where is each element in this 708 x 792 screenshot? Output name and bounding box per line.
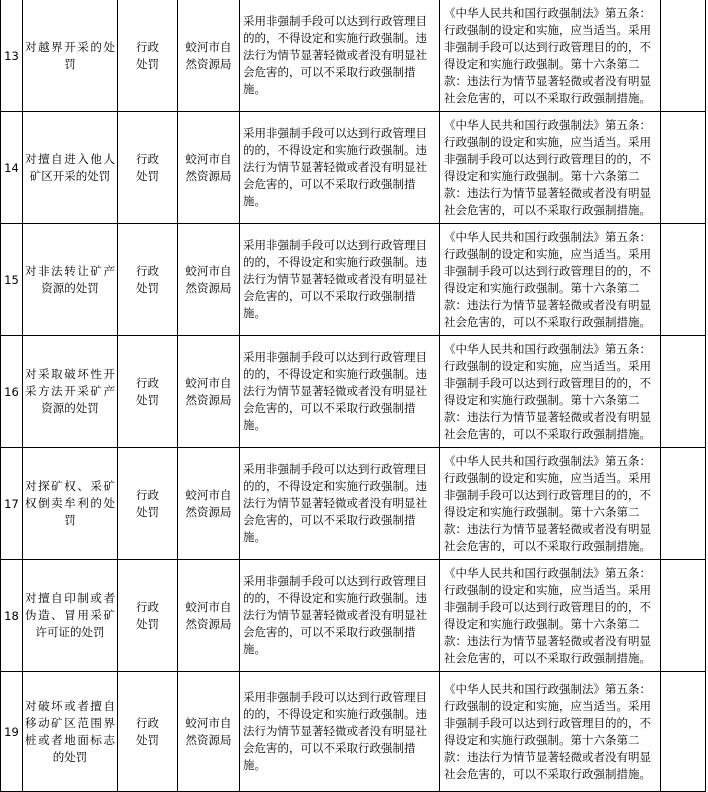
item-name: 对破坏或者擅自移动矿区范围界桩或者地面标志的处罚 [23,672,118,792]
item-type [118,448,178,560]
item-org: 蛟河市自然资源局 [178,0,240,112]
item-basis: 《中华人民共和国行政强制法》第五条：行政强制的设定和实施，应当适当。采用非强制手段可以达到行政管理目的的，不得设定和实施行政强制。第十六条第二款：违法行为情节显著轻微或者没有明显社会危害的，可以不采取行政强制措施。 [440,560,661,672]
table-row [1,224,706,336]
item-name: 对采取破坏性开采方法开采矿产资源的处罚 [23,336,118,448]
item-type-text: 行政处罚 [136,375,159,407]
item-type [118,0,178,112]
item-org: 蛟河市自然资源局 [178,672,240,792]
item-type-text: 行政处罚 [136,263,159,295]
item-org: 蛟河市自然资源局 [178,560,240,672]
item-name: 对探矿权、采矿权倒卖牟利的处罚 [23,448,118,560]
item-org: 蛟河市自然资源局 [178,336,240,448]
item-condition: 采用非强制手段可以达到行政管理目的的，不得设定和实施行政强制。违法行为情节显著轻微或者没有明显社会危害的，可以不采取行政强制措施。 [240,112,440,224]
empty-cell [661,448,706,560]
item-name: 对非法转让矿产资源的处罚 [23,224,118,336]
item-condition: 采用非强制手段可以达到行政管理目的的，不得设定和实施行政强制。违法行为情节显著轻微或者没有明显社会危害的，可以不采取行政强制措施。 [240,224,440,336]
row-number: 19 [1,672,23,792]
table-row [1,672,706,792]
table-row [1,336,706,448]
empty-cell [661,672,706,792]
row-number: 13 [1,0,23,112]
item-name: 对擅自进入他人矿区开采的处罚 [23,112,118,224]
row-number: 15 [1,224,23,336]
item-type [118,336,178,448]
item-type-text: 行政处罚 [136,599,159,631]
empty-cell [661,112,706,224]
item-type [118,224,178,336]
table-row [1,112,706,224]
item-basis: 《中华人民共和国行政强制法》第五条：行政强制的设定和实施，应当适当。采用非强制手段可以达到行政管理目的的，不得设定和实施行政强制。第十六条第二款：违法行为情节显著轻微或者没有明显社会危害的，可以不采取行政强制措施。 [440,224,661,336]
item-basis: 《中华人民共和国行政强制法》第五条：行政强制的设定和实施，应当适当。采用非强制手段可以达到行政管理目的的，不得设定和实施行政强制。第十六条第二款：违法行为情节显著轻微或者没有明显社会危害的，可以不采取行政强制措施。 [440,0,661,112]
empty-cell [661,560,706,672]
empty-cell [661,336,706,448]
item-org: 蛟河市自然资源局 [178,112,240,224]
item-type-text: 行政处罚 [136,39,159,71]
item-name: 对越界开采的处罚 [23,0,118,112]
table-row [1,448,706,560]
item-type-text: 行政处罚 [136,151,159,183]
item-condition: 采用非强制手段可以达到行政管理目的的，不得设定和实施行政强制。违法行为情节显著轻微或者没有明显社会危害的，可以不采取行政强制措施。 [240,448,440,560]
row-number: 17 [1,448,23,560]
item-type [118,672,178,792]
item-basis: 《中华人民共和国行政强制法》第五条：行政强制的设定和实施，应当适当。采用非强制手段可以达到行政管理目的的，不得设定和实施行政强制。第十六条第二款：违法行为情节显著轻微或者没有明显社会危害的，可以不采取行政强制措施。 [440,672,661,792]
item-type-text: 行政处罚 [136,487,159,519]
row-number: 14 [1,112,23,224]
item-condition: 采用非强制手段可以达到行政管理目的的，不得设定和实施行政强制。违法行为情节显著轻微或者没有明显社会危害的，可以不采取行政强制措施。 [240,336,440,448]
item-name: 对擅自印制或者伪造、冒用采矿许可证的处罚 [23,560,118,672]
table-row [1,0,706,112]
row-number: 16 [1,336,23,448]
item-condition: 采用非强制手段可以达到行政管理目的的，不得设定和实施行政强制。违法行为情节显著轻微或者没有明显社会危害的，可以不采取行政强制措施。 [240,0,440,112]
item-condition: 采用非强制手段可以达到行政管理目的的，不得设定和实施行政强制。违法行为情节显著轻微或者没有明显社会危害的，可以不采取行政强制措施。 [240,560,440,672]
empty-cell [661,224,706,336]
item-type [118,112,178,224]
item-basis: 《中华人民共和国行政强制法》第五条：行政强制的设定和实施，应当适当。采用非强制手段可以达到行政管理目的的，不得设定和实施行政强制。第十六条第二款：违法行为情节显著轻微或者没有明显社会危害的，可以不采取行政强制措施。 [440,112,661,224]
item-type-text: 行政处罚 [136,715,159,747]
item-condition: 采用非强制手段可以达到行政管理目的的，不得设定和实施行政强制。违法行为情节显著轻微或者没有明显社会危害的，可以不采取行政强制措施。 [240,672,440,792]
item-org: 蛟河市自然资源局 [178,224,240,336]
row-number: 18 [1,560,23,672]
table-row [1,560,706,672]
empty-cell [661,0,706,112]
item-basis: 《中华人民共和国行政强制法》第五条：行政强制的设定和实施，应当适当。采用非强制手段可以达到行政管理目的的，不得设定和实施行政强制。第十六条第二款：违法行为情节显著轻微或者没有明显社会危害的，可以不采取行政强制措施。 [440,336,661,448]
item-basis: 《中华人民共和国行政强制法》第五条：行政强制的设定和实施，应当适当。采用非强制手段可以达到行政管理目的的，不得设定和实施行政强制。第十六条第二款：违法行为情节显著轻微或者没有明显社会危害的，可以不采取行政强制措施。 [440,448,661,560]
item-type [118,560,178,672]
item-org: 蛟河市自然资源局 [178,448,240,560]
